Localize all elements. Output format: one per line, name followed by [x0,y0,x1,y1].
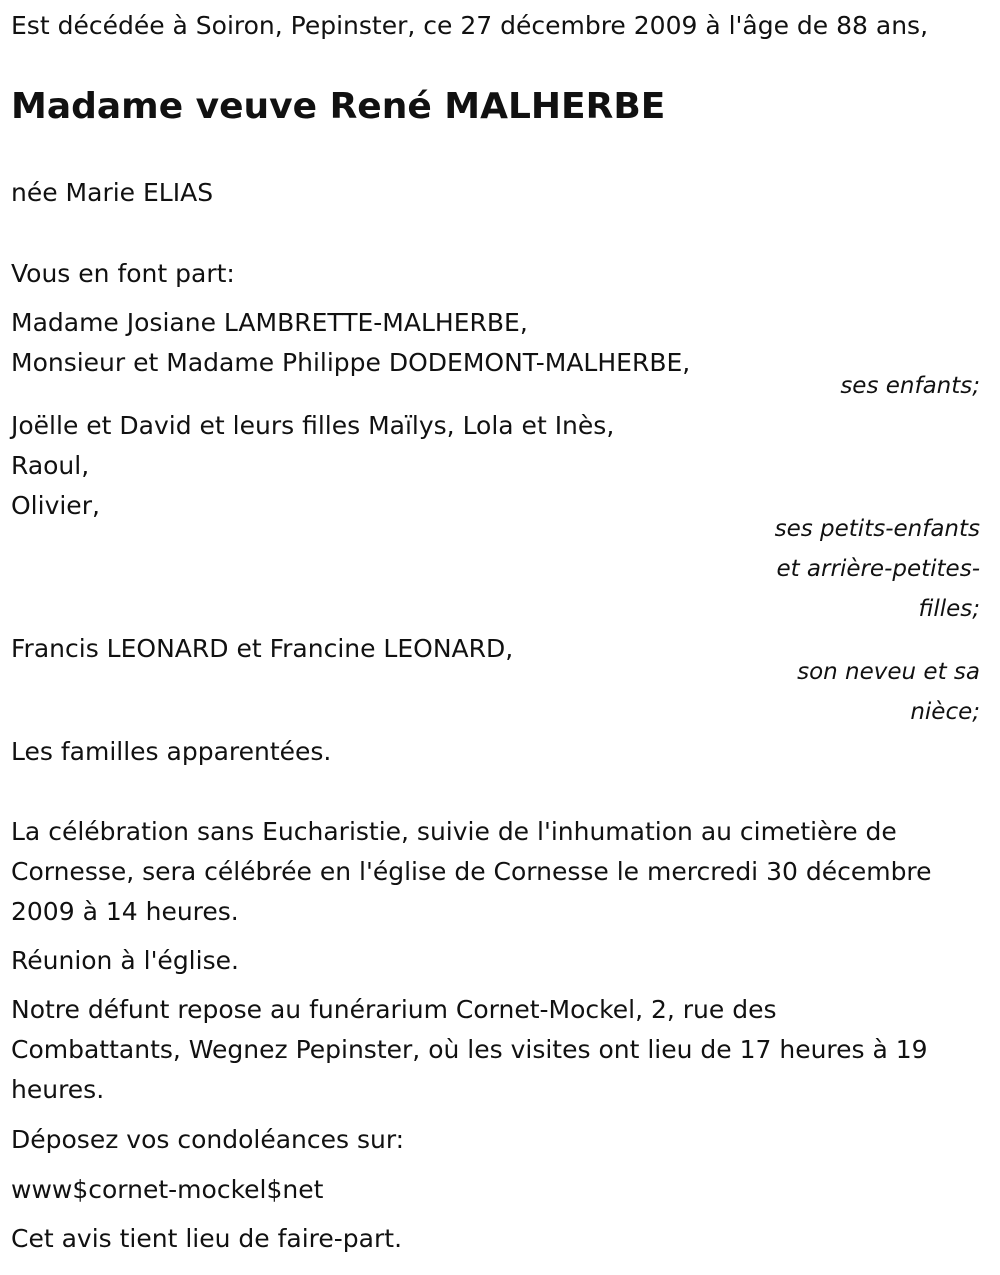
grandchildren-role: ses petits-enfants [774,516,980,542]
nephew-role: nièce; [910,699,980,725]
rest-line: heures. [11,1075,105,1104]
grandchildren-role: filles; [918,596,980,622]
announce-text: Vous en font part: [11,259,235,288]
children-role: ses enfants; [840,373,980,399]
nephew-role: son neveu et sa [797,659,980,685]
grandchildren-role: et arrière-petites- [776,556,980,582]
closing-text: Cet avis tient lieu de faire-part. [11,1224,403,1253]
rest-line: Combattants, Wegnez Pepinster, où les visites ont lieu de 17 heures à 19 [11,1035,928,1064]
condolences-text: Déposez vos condoléances sur: [11,1125,405,1154]
nephew-line: Francis LEONARD et Francine LEONARD, [11,634,514,663]
ceremony-line: Cornesse, sera célébrée en l'église de Cornesse le mercredi 30 décembre [11,857,932,886]
children-line: Monsieur et Madame Philippe DODEMONT-MALHERBE, [11,348,691,377]
rest-line: Notre défunt repose au funérarium Cornet-Mockel, 2, rue des [11,995,777,1024]
deceased-name: Madame veuve René MALHERBE [11,86,666,127]
intro-text: Est décédée à Soiron, Pepinster, ce 27 décembre 2009 à l'âge de 88 ans, [11,11,929,40]
grandchildren-line: Raoul, [11,451,90,480]
website-link[interactable]: www$cornet-mockel$net [11,1175,324,1204]
grandchildren-line: Joëlle et David et leurs filles Maïlys, Lola et Inès, [11,411,615,440]
families-text: Les familles apparentées. [11,737,332,766]
maiden-name: née Marie ELIAS [11,178,214,207]
grandchildren-line: Olivier, [11,491,100,520]
ceremony-line: La célébration sans Eucharistie, suivie de l'inhumation au cimetière de [11,817,897,846]
meeting-text: Réunion à l'église. [11,946,239,975]
ceremony-line: 2009 à 14 heures. [11,897,239,926]
children-line: Madame Josiane LAMBRETTE-MALHERBE, [11,308,528,337]
